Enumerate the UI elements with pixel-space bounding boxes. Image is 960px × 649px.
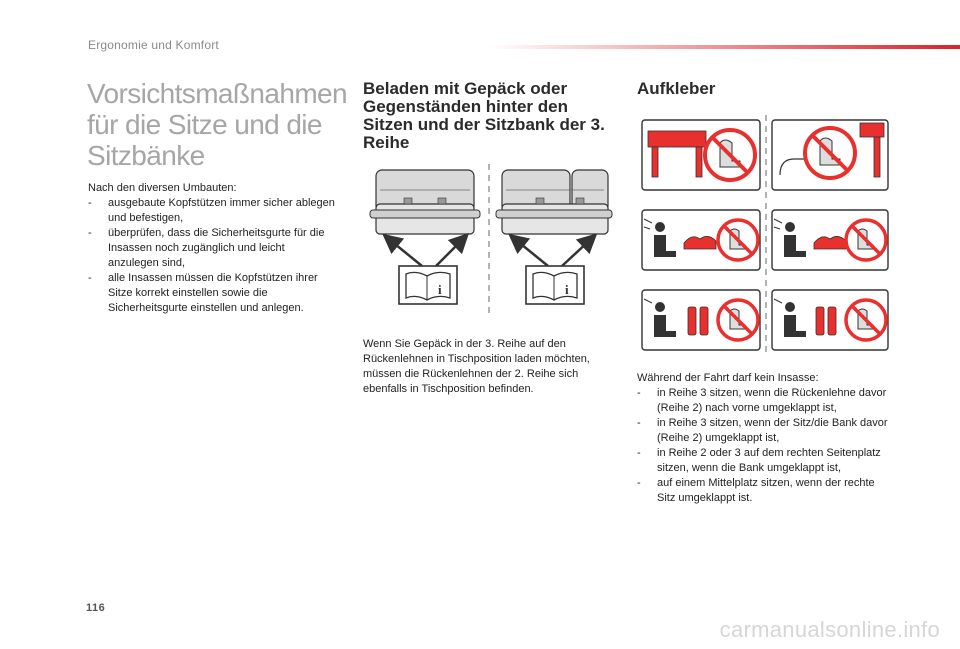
list-item: - ausgebaute Kopfstützen immer sicher ablegen und befestigen,	[88, 196, 338, 226]
seat-precautions-list	[88, 196, 338, 316]
header-accent-line	[488, 45, 960, 49]
watermark: carmanualsonline.info	[719, 617, 940, 642]
stickers-text	[637, 371, 895, 506]
prohibition-sign-icon	[718, 220, 758, 260]
section-label: Ergonomie und Komfort	[88, 38, 219, 52]
prohibition-sign-icon	[718, 300, 758, 340]
page-title: Vorsichtsmaßnahmen für die Sitze und die Sitzbänke	[87, 78, 347, 171]
prohibition-sign-icon	[805, 128, 855, 178]
luggage-heading: Beladen mit Gepäck oder Gegenständen hinter den Sitzen und der Sitzbank der 3. Reihe	[363, 79, 605, 152]
sticker-seat-folded-ahead	[642, 210, 760, 270]
list-item: - auf einem Mittelplatz sitzen, wenn der rechte Sitz umgeklappt ist.	[637, 476, 895, 506]
manual-book-icon	[526, 266, 584, 304]
luggage-illustration	[366, 160, 616, 320]
stickers-list	[637, 386, 895, 506]
sticker-center-seat	[772, 290, 888, 350]
list-item: - alle Insassen müssen die Kopfstützen ihrer Sitze korrekt einstellen sowie die Sicherheitsgurte einstellen und anlegen.	[88, 271, 338, 316]
sticker-side-seat	[642, 290, 760, 350]
seat-precautions-text	[88, 181, 338, 316]
seat-precautions-intro: Nach den diversen Umbauten:	[88, 182, 237, 194]
list-item: - in Reihe 3 sitzen, wenn der Sitz/die Bank davor (Reihe 2) umgeklappt ist,	[637, 416, 895, 446]
seat-row-icon	[496, 170, 612, 234]
prohibition-sign-icon	[846, 300, 886, 340]
sticker-row2-folded	[642, 120, 760, 190]
luggage-paragraph: Wenn Sie Gepäck in der 3. Reihe auf den Rückenlehnen in Tischposition laden möchten, müssen die Rückenlehnen der 2. Reihe sich ebenfalls in Tischposition befinden.	[363, 338, 590, 395]
sticker-seat-folded-ahead	[772, 210, 888, 270]
sticker-row3-folded	[772, 120, 888, 190]
stickers-heading: Aufkleber	[637, 79, 716, 98]
stickers-illustration	[640, 115, 890, 355]
list-item: - in Reihe 3 sitzen, wenn die Rückenlehne davor (Reihe 2) nach vorne umgeklappt ist,	[637, 386, 895, 416]
manual-book-icon	[399, 266, 457, 304]
list-item: - überprüfen, dass die Sicherheitsgurte für die Insassen noch zugänglich und leicht anzulegen sind,	[88, 226, 338, 271]
stickers-intro: Während der Fahrt darf kein Insasse:	[637, 372, 819, 384]
page-number: 116	[86, 602, 106, 614]
svg-text:i: i	[438, 282, 442, 297]
seat-row-icon	[370, 170, 480, 234]
arrow-icon	[390, 240, 590, 266]
list-item: - in Reihe 2 oder 3 auf dem rechten Seitenplatz sitzen, wenn die Bank umgeklappt ist,	[637, 446, 895, 476]
prohibition-sign-icon	[705, 130, 755, 180]
prohibition-sign-icon	[846, 220, 886, 260]
svg-text:i: i	[565, 282, 569, 297]
